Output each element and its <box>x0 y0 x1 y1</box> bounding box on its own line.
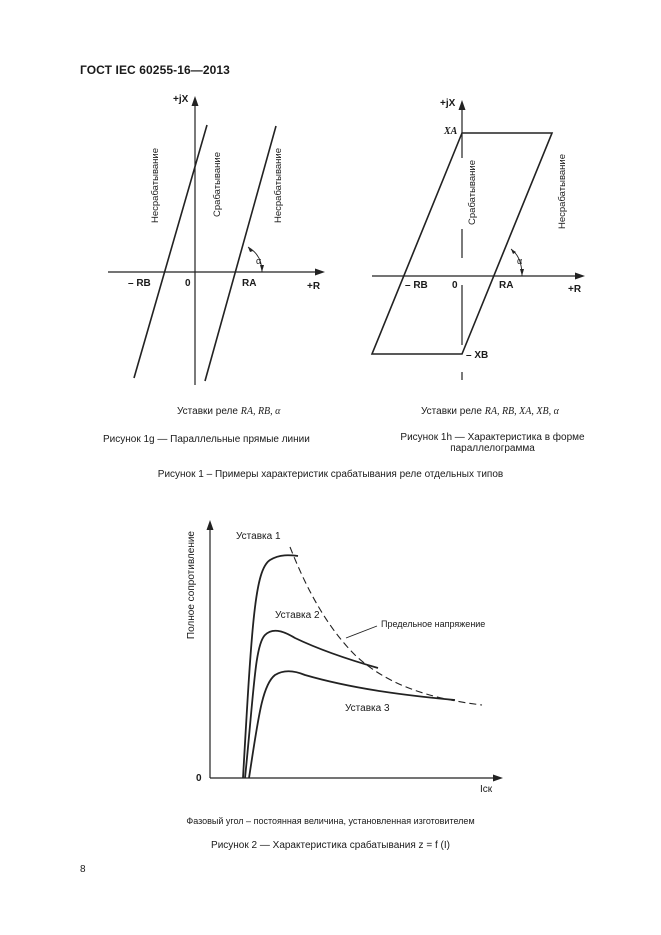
fig2-curve-2-label: Уставка 2 <box>275 610 320 621</box>
fig1h-ra: RA <box>499 280 514 291</box>
figure-2-caption: Рисунок 2 — Характеристика срабатывания z = f (I) <box>211 840 450 851</box>
fig1h-y-axis-label: +jX <box>440 98 456 109</box>
fig2-curve-1 <box>243 555 298 778</box>
fig1h-zone-outside: Несрабатывание <box>557 154 568 229</box>
fig1h-minus-rb: – RB <box>405 280 428 291</box>
fig2-note: Фазовый угол – постоянная величина, установленная изготовителем <box>186 816 475 826</box>
fig1g-origin: 0 <box>185 278 191 289</box>
fig2-x-axis-label: Iск <box>480 784 493 795</box>
fig1h-minus-xb: – XB <box>466 350 489 361</box>
fig1g-y-arrow <box>192 96 199 106</box>
fig1g-zone-left: Несрабатывание <box>150 148 161 223</box>
fig1g-zone-middle: Срабатывание <box>212 152 223 217</box>
fig1g-caption: Рисунок 1g — Параллельные прямые линии <box>103 434 310 445</box>
fig1g-alpha: α <box>256 256 262 266</box>
fig1g-y-axis-label: +jX <box>173 94 189 105</box>
fig2-limit-leader <box>346 626 377 638</box>
fig1g-settings: Уставки реле RA, RB, α <box>177 406 281 417</box>
page-number: 8 <box>80 864 86 875</box>
fig1h-zone-inside: Срабатывание <box>467 160 478 225</box>
fig2-y-arrow <box>207 520 214 530</box>
fig1h-y-arrow <box>459 100 466 110</box>
fig1g-zone-right: Несрабатывание <box>273 148 284 223</box>
fig1h-alpha: α <box>517 256 523 266</box>
fig1g-x-axis-label: +R <box>307 281 321 292</box>
fig2-y-axis-label: Полное сопротивление <box>186 531 197 640</box>
fig2-limit-label: Предельное напряжение <box>381 619 486 629</box>
fig2-curve-3-label: Уставка 3 <box>345 703 390 714</box>
fig2-origin: 0 <box>196 773 202 784</box>
figure-1-caption: Рисунок 1 – Примеры характеристик срабатывания реле отдельных типов <box>157 469 504 480</box>
fig1g-line-left <box>134 125 207 378</box>
fig1g-ra: RA <box>242 278 257 289</box>
fig1h-settings: Уставки реле RA, RB, XA, XB, α <box>421 406 559 417</box>
fig1h-caption: Рисунок 1h — Характеристика в форме параллелограмма <box>400 432 585 454</box>
fig1g-minus-rb: – RB <box>128 278 151 289</box>
fig1h-x-axis-label: +R <box>568 284 582 295</box>
fig2-x-arrow <box>493 775 503 782</box>
fig1g-alpha-arrow-bottom <box>260 265 264 272</box>
fig1h-xa: XA <box>444 126 458 137</box>
fig2-curve-3 <box>249 671 455 778</box>
fig1h-origin: 0 <box>452 280 458 291</box>
document-code: ГОСТ IEC 60255-16—2013 <box>80 63 230 77</box>
fig2-curve-1-label: Уставка 1 <box>236 531 281 542</box>
fig1h-x-arrow <box>575 273 585 280</box>
fig1g-x-arrow <box>315 269 325 276</box>
